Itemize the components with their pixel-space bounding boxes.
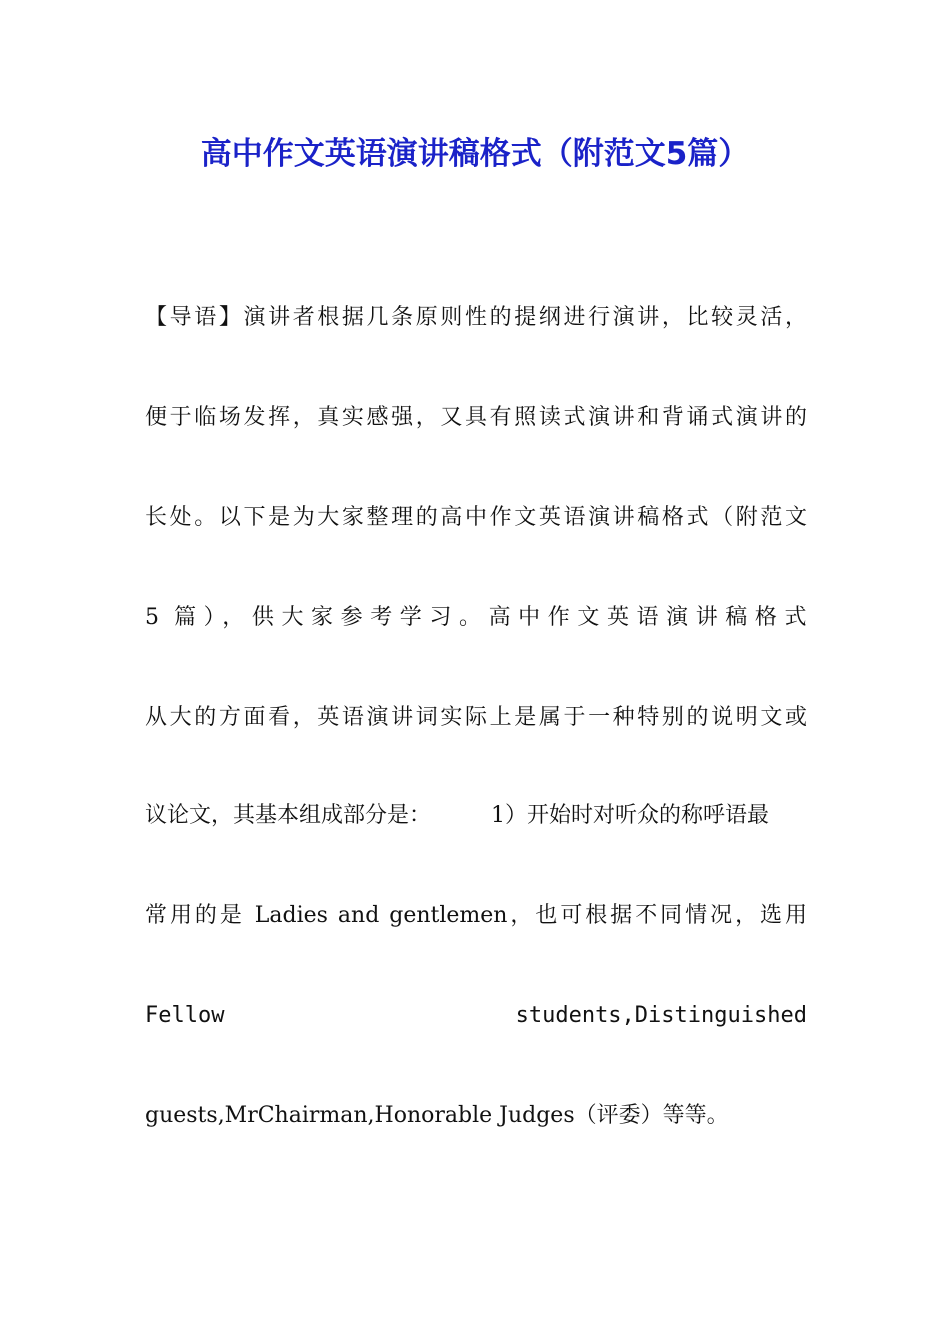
paragraph-line-2: 便于临场发挥，真实感强，又具有照读式演讲和背诵式演讲的 [145,405,807,430]
paragraph-line-5: 从大的方面看，英语演讲词实际上是属于一种特别的说明文或 [145,705,807,730]
paragraph-line-8 [145,996,807,1036]
paragraph-line-4: 5 篇），供大家参考学习。高中作文英语演讲稿格式 [145,605,807,630]
paragraph-line-6-part-2: 1）开始时对听众的称呼语最 [491,803,770,828]
paragraph-line-3: 长处。以下是为大家整理的高中作文英语演讲稿格式（附范文 [145,505,807,530]
paragraph-line-7: 常用的是 Ladies and gentlemen，也可根据不同情况，选用 [145,903,807,928]
document-title: 高中作文英语演讲稿格式（附范文5篇） [200,136,750,172]
paragraph-line-6 [145,796,807,836]
paragraph-line-9: guests,MrChairman,Honorable Judges（评委）等等。 [145,1103,729,1128]
paragraph-line-6-part-1: 议论文，其基本组成部分是： [145,803,432,828]
paragraph-line-8-right: students,Distinguished [515,1003,807,1028]
paragraph-line-8-left: Fellow [145,1003,225,1028]
paragraph-line-1: 【导语】演讲者根据几条原则性的提纲进行演讲，比较灵活， [145,305,807,330]
